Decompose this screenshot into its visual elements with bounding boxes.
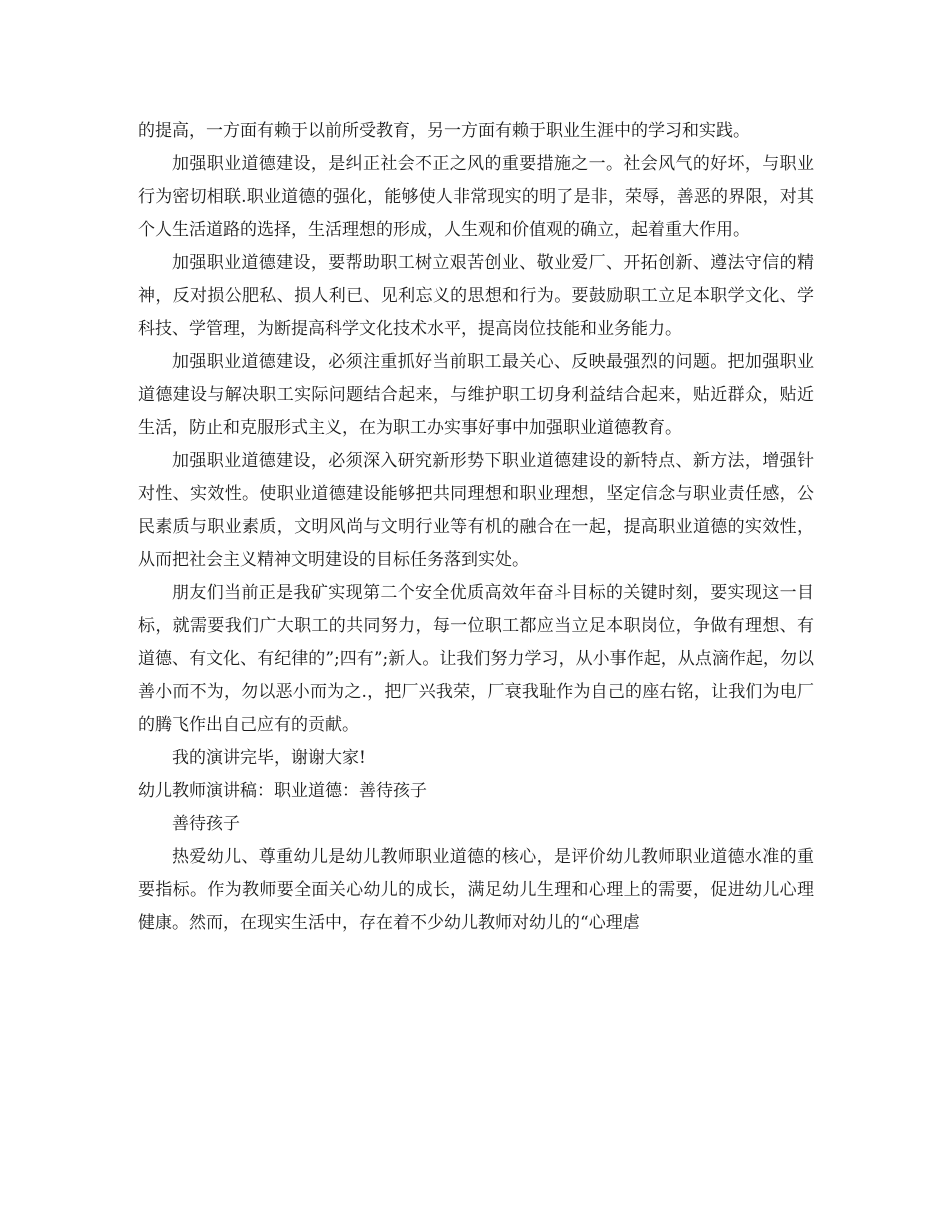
paragraph-moral-construction-social-wind: 加强职业道德建设，是纠正社会不正之风的重要措施之一。社会风气的好坏，与职业行为密切相联.职业道德的强化，能够使人非常现实的明了是非，荣辱，善恶的界限，对其个人生活道路的选择，生活理想的形成，人生观和价值观的确立，起着重大作用。 — [138, 154, 814, 240]
paragraph-moral-construction-concerns: 加强职业道德建设，必须注重抓好当前职工最关心、反映最强烈的问题。把加强职业道德建设与解决职工实际问题结合起来，与维护职工切身利益结合起来，贴近群众，贴近生活，防止和克服形式主义，在为职工办实事好事中加强职业道德教育。 — [138, 352, 814, 438]
paragraph-continuation: 的提高，一方面有赖于以前所受教育，另一方面有赖于职业生涯中的学习和实践。 — [138, 121, 750, 141]
paragraph-moral-construction-spirit: 加强职业道德建设，要帮助职工树立艰苦创业、敬业爱厂、开拓创新、遵法守信的精神，反对损公肥私、损人利已、见利忘义的思想和行为。要鼓励职工立足本职学文化、学科技、学管理，为断提高科学文化技术水平，提高岗位技能和业务能力。 — [138, 253, 814, 339]
document-body — [138, 115, 814, 940]
section-subtitle: 善待孩子 — [172, 814, 240, 834]
paragraph-call-to-action: 朋友们当前正是我矿实现第二个安全优质高效年奋斗目标的关键时刻，要实现这一目标，就需要我们广大职工的共同努力，每一位职工都应当立足本职岗位，争做有理想、有道德、有文化、有纪律的”;四有”;新人。让我们努力学习，从小事作起，从点滴作起，勿以善小而不为，勿以恶小而为之.，把厂兴我荣，厂衰我耻作为自己的座右铭，让我们为电厂的腾飞作出自己应有的贡献。 — [138, 583, 814, 735]
paragraph-moral-construction-new-methods: 加强职业道德建设，必须深入研究新形势下职业道德建设的新特点、新方法，增强针对性、实效性。使职业道德建设能够把共同理想和职业理想，坚定信念与职业责任感，公民素质与职业素质，文明风尚与文明行业等有机的融合在一起，提高职业道德的实效性，从而把社会主义精神文明建设的目标任务落到实处。 — [138, 451, 814, 570]
section-heading: 幼儿教师演讲稿：职业道德：善待孩子 — [138, 781, 427, 801]
paragraph-closing-thanks: 我的演讲完毕，谢谢大家! — [172, 748, 366, 768]
paragraph-love-children: 热爱幼儿、尊重幼儿是幼儿教师职业道德的核心，是评价幼儿教师职业道德水准的重要指标。作为教师要全面关心幼儿的成长，满足幼儿生理和心理上的需要，促进幼儿心理健康。然而，在现实生活中，存在着不少幼儿教师对幼儿的“心理虐 — [138, 847, 814, 933]
